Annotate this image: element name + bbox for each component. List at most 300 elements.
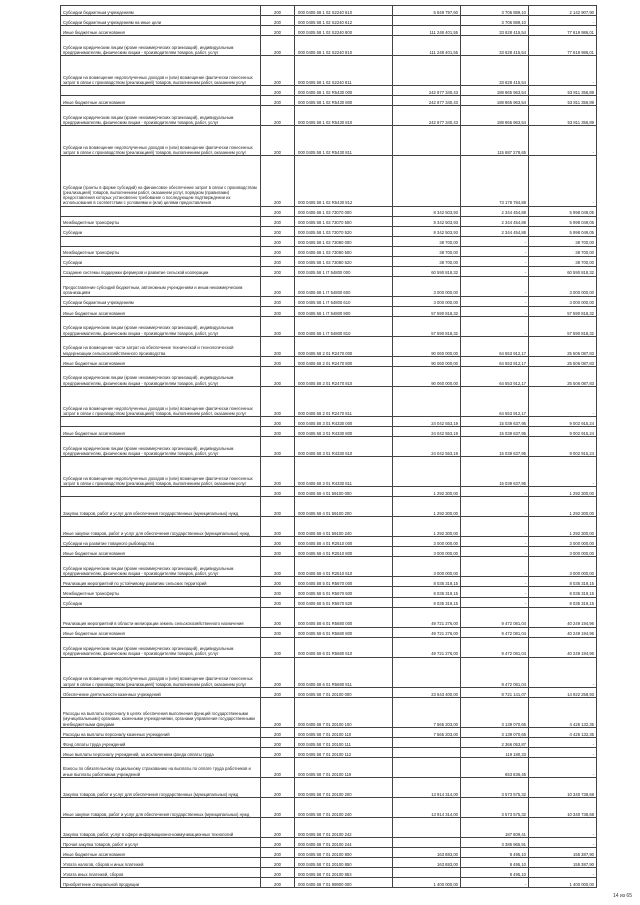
row-code-cell: 200 bbox=[261, 627, 295, 637]
table-row bbox=[61, 457, 597, 487]
remaining-amount-cell: 38 700,00 bbox=[529, 256, 597, 266]
budget-classification-cell: 000 0405 58 3 01 R4330 810 bbox=[295, 437, 393, 457]
row-name-cell: Субсидии на возмещение недополученных доходов и (или) возмещение фактически понесенных затрат в связи с производством (реализацией) товаров, выполнением работ, оказанием услуг bbox=[61, 457, 261, 487]
executed-amount-cell: - bbox=[461, 597, 529, 607]
table-row bbox=[61, 687, 597, 697]
table-row bbox=[61, 6, 597, 16]
executed-amount-cell: 9 472 081,04 bbox=[461, 637, 529, 657]
table-row bbox=[61, 848, 597, 858]
budget-classification-cell: 000 0405 58 7 01 20100 850 bbox=[295, 858, 393, 868]
row-code-cell: 200 bbox=[261, 96, 295, 106]
row-code-cell: 200 bbox=[261, 206, 295, 216]
approved-amount-cell: 8 035 319,15 bbox=[393, 587, 461, 597]
row-name-cell: Субсидии на возмещение недополученных доходов и (или) возмещение фактически понесенных затрат в связи с производством (реализацией) товаров, выполнением работ, оказанием услуг bbox=[61, 386, 261, 416]
executed-amount-cell: - bbox=[461, 517, 529, 537]
row-code-cell: 200 bbox=[261, 236, 295, 246]
row-code-cell: 200 bbox=[261, 427, 295, 437]
table-row bbox=[61, 517, 597, 537]
row-code-cell: 200 bbox=[261, 848, 295, 858]
row-code-cell: 200 bbox=[261, 687, 295, 697]
executed-amount-cell: - bbox=[461, 256, 529, 266]
executed-amount-cell: - bbox=[461, 296, 529, 306]
remaining-amount-cell: - bbox=[529, 126, 597, 156]
approved-amount-cell: 8 342 503,93 bbox=[393, 206, 461, 216]
table-row bbox=[61, 547, 597, 557]
table-row bbox=[61, 306, 597, 316]
executed-amount-cell: 2 344 454,88 bbox=[461, 226, 529, 236]
executed-amount-cell: - bbox=[461, 236, 529, 246]
page-number: 14 из 65 bbox=[613, 893, 632, 899]
executed-amount-cell: - bbox=[461, 497, 529, 517]
executed-amount-cell: - bbox=[461, 878, 529, 888]
table-row bbox=[61, 256, 597, 266]
executed-amount-cell: 64 553 912,17 bbox=[461, 336, 529, 356]
budget-classification-cell: 000 0405 58 7 01 20100 100 bbox=[295, 697, 393, 727]
remaining-amount-cell: 53 811 356,89 bbox=[529, 106, 597, 126]
row-name-cell: Межбюджетные трансферты bbox=[61, 587, 261, 597]
row-code-cell: 200 bbox=[261, 296, 295, 306]
table-row bbox=[61, 296, 597, 306]
row-code-cell: 200 bbox=[261, 878, 295, 888]
executed-amount-cell: 64 553 912,17 bbox=[461, 386, 529, 416]
executed-amount-cell: 2 344 454,88 bbox=[461, 216, 529, 226]
row-name-cell: Субсидии на возмещение недополученных доходов и (или) возмещение фактически понесенных затрат в связи с производством (реализацией) товаров, выполнением работ, оказанием услуг bbox=[61, 126, 261, 156]
table-row bbox=[61, 487, 597, 497]
table-row bbox=[61, 96, 597, 106]
table-row bbox=[61, 747, 597, 757]
executed-amount-cell: 3 573 575,32 bbox=[461, 798, 529, 818]
remaining-amount-cell: 3 000 000,00 bbox=[529, 296, 597, 306]
budget-classification-cell: 000 0405 58 5 01 R5670 520 bbox=[295, 597, 393, 607]
approved-amount-cell bbox=[393, 56, 461, 86]
table-row bbox=[61, 878, 597, 888]
executed-amount-cell: 33 628 415,54 bbox=[461, 56, 529, 86]
approved-amount-cell: 5 849 797,60 bbox=[393, 6, 461, 16]
approved-amount-cell: 13 914 314,00 bbox=[393, 798, 461, 818]
remaining-amount-cell: 2 142 907,90 bbox=[529, 6, 597, 16]
approved-amount-cell bbox=[393, 657, 461, 687]
remaining-amount-cell: 1 292 300,00 bbox=[529, 517, 597, 537]
row-name-cell: Субсидии юридическим лицам (кроме некоммерческих организаций), индивидуальным предпринимателям, физическим лицам - производителям товаров, работ, услуг bbox=[61, 366, 261, 386]
row-code-cell: 200 bbox=[261, 637, 295, 657]
row-code-cell: 200 bbox=[261, 497, 295, 517]
remaining-amount-cell: 8 035 319,15 bbox=[529, 577, 597, 587]
executed-amount-cell: - bbox=[461, 306, 529, 316]
remaining-amount-cell: 10 340 738,68 bbox=[529, 777, 597, 797]
budget-classification-cell: 000 0405 58 6 01 R5680 810 bbox=[295, 637, 393, 657]
row-name-cell: Иные выплаты персоналу учреждений, за исключением фонда оплаты труда bbox=[61, 747, 261, 757]
row-code-cell: 200 bbox=[261, 747, 295, 757]
executed-amount-cell: 188 865 963,54 bbox=[461, 96, 529, 106]
table-row bbox=[61, 236, 597, 246]
executed-amount-cell: 2 344 454,88 bbox=[461, 206, 529, 216]
table-row bbox=[61, 106, 597, 126]
remaining-amount-cell: 25 506 087,83 bbox=[529, 356, 597, 366]
row-code-cell: 200 bbox=[261, 316, 295, 336]
row-code-cell: 200 bbox=[261, 557, 295, 577]
table-row bbox=[61, 587, 597, 597]
table-row bbox=[61, 838, 597, 848]
row-code-cell: 200 bbox=[261, 818, 295, 838]
row-code-cell: 200 bbox=[261, 757, 295, 777]
budget-classification-cell: 000 0405 58 1 02 S2240 612 bbox=[295, 16, 393, 26]
budget-classification-cell: 000 0405 58 1 02 S2240 810 bbox=[295, 36, 393, 56]
budget-classification-cell: 000 0405 58 1 02 R5430 800 bbox=[295, 96, 393, 106]
approved-amount-cell: 3 000 000,00 bbox=[393, 547, 461, 557]
remaining-amount-cell: 40 249 194,96 bbox=[529, 607, 597, 627]
remaining-amount-cell: 155 387,90 bbox=[529, 848, 597, 858]
approved-amount-cell bbox=[393, 16, 461, 26]
executed-amount-cell: 33 628 415,54 bbox=[461, 36, 529, 56]
approved-amount-cell: 38 700,00 bbox=[393, 256, 461, 266]
row-code-cell: 200 bbox=[261, 777, 295, 797]
table-row bbox=[61, 427, 597, 437]
executed-amount-cell: 3 706 889,10 bbox=[461, 6, 529, 16]
approved-amount-cell: 90 060 000,00 bbox=[393, 356, 461, 366]
remaining-amount-cell: - bbox=[529, 386, 597, 416]
row-name-cell bbox=[61, 417, 261, 427]
executed-amount-cell: - bbox=[461, 266, 529, 276]
row-name-cell: Иные бюджетные ассигнования bbox=[61, 848, 261, 858]
row-name-cell: Субсидии bbox=[61, 256, 261, 266]
budget-classification-cell: 000 0405 58 7 01 20100 242 bbox=[295, 818, 393, 838]
remaining-amount-cell: - bbox=[529, 747, 597, 757]
row-code-cell: 200 bbox=[261, 26, 295, 36]
row-code-cell: 200 bbox=[261, 437, 295, 457]
approved-amount-cell: 8 342 503,93 bbox=[393, 226, 461, 236]
approved-amount-cell: 1 292 300,00 bbox=[393, 517, 461, 537]
table-row bbox=[61, 727, 597, 737]
table-row bbox=[61, 557, 597, 577]
executed-amount-cell: 8 721 141,07 bbox=[461, 687, 529, 697]
row-code-cell: 200 bbox=[261, 607, 295, 627]
table-row bbox=[61, 86, 597, 96]
budget-classification-cell: 000 0405 58 2 01 R2470 800 bbox=[295, 356, 393, 366]
executed-amount-cell: 9 472 081,04 bbox=[461, 657, 529, 687]
table-row bbox=[61, 497, 597, 517]
executed-amount-cell: 187 609,41 bbox=[461, 818, 529, 838]
budget-classification-cell: 000 0405 58 1 I7 54800 600 bbox=[295, 276, 393, 296]
row-name-cell: Фонд оплаты труда учреждений bbox=[61, 737, 261, 747]
row-name-cell: Иные бюджетные ассигнования bbox=[61, 26, 261, 36]
row-code-cell: 200 bbox=[261, 266, 295, 276]
table-row bbox=[61, 156, 597, 206]
row-name-cell: Субсидии юридическим лицам (кроме некоммерческих организаций), индивидуальным предпринимателям, физическим лицам - производителям товаров, работ, услуг bbox=[61, 316, 261, 336]
row-code-cell: 200 bbox=[261, 6, 295, 16]
row-name-cell: Иные бюджетные ассигнования bbox=[61, 627, 261, 637]
approved-amount-cell: 8 035 319,15 bbox=[393, 597, 461, 607]
budget-classification-cell: 000 0405 58 1 I7 54800 800 bbox=[295, 306, 393, 316]
approved-amount-cell: 163 883,00 bbox=[393, 858, 461, 868]
budget-classification-cell: 000 0405 58 4 01 59100 240 bbox=[295, 517, 393, 537]
row-name-cell: Иные бюджетные ассигнования bbox=[61, 356, 261, 366]
row-name-cell bbox=[61, 236, 261, 246]
row-name-cell: Иные бюджетные ассигнования bbox=[61, 427, 261, 437]
approved-amount-cell: 242 677 340,43 bbox=[393, 96, 461, 106]
row-code-cell: 200 bbox=[261, 216, 295, 226]
approved-amount-cell bbox=[393, 747, 461, 757]
remaining-amount-cell: 57 590 818,32 bbox=[529, 316, 597, 336]
row-code-cell: 200 bbox=[261, 56, 295, 86]
remaining-amount-cell: 77 619 986,01 bbox=[529, 36, 597, 56]
approved-amount-cell: 163 883,00 bbox=[393, 848, 461, 858]
row-code-cell: 200 bbox=[261, 386, 295, 416]
budget-classification-cell: 000 0405 58 1 03 73070 000 bbox=[295, 206, 393, 216]
approved-amount-cell: 242 677 340,43 bbox=[393, 86, 461, 96]
remaining-amount-cell: - bbox=[529, 156, 597, 206]
approved-amount-cell: 111 248 401,55 bbox=[393, 26, 461, 36]
row-name-cell: Иные закупки товаров, работ и услуг для обеспечения государственных (муниципальных) нужд bbox=[61, 517, 261, 537]
remaining-amount-cell: 3 000 000,00 bbox=[529, 537, 597, 547]
row-code-cell: 200 bbox=[261, 587, 295, 597]
row-name-cell: Субсидии юридическим лицам (кроме некоммерческих организаций), индивидуальным предпринимателям, физическим лицам - производителям товаров, работ, услуг bbox=[61, 106, 261, 126]
budget-classification-cell: 000 0405 58 4 01 59100 200 bbox=[295, 497, 393, 517]
row-code-cell: 200 bbox=[261, 336, 295, 356]
executed-amount-cell: 15 039 637,95 bbox=[461, 427, 529, 437]
approved-amount-cell: 8 035 319,15 bbox=[393, 577, 461, 587]
remaining-amount-cell: 14 922 258,93 bbox=[529, 687, 597, 697]
row-code-cell: 200 bbox=[261, 487, 295, 497]
approved-amount-cell: 90 060 000,00 bbox=[393, 336, 461, 356]
approved-amount-cell: 1 400 000,00 bbox=[393, 878, 461, 888]
executed-amount-cell: 15 039 637,95 bbox=[461, 457, 529, 487]
remaining-amount-cell: 40 249 194,96 bbox=[529, 637, 597, 657]
approved-amount-cell bbox=[393, 868, 461, 878]
table-row bbox=[61, 16, 597, 26]
row-code-cell: 200 bbox=[261, 356, 295, 366]
table-row bbox=[61, 858, 597, 868]
table-row bbox=[61, 437, 597, 457]
row-name-cell: Создание системы поддержки фермеров и развитие сельской кооперации bbox=[61, 266, 261, 276]
remaining-amount-cell: 3 000 000,00 bbox=[529, 557, 597, 577]
executed-amount-cell: - bbox=[461, 246, 529, 256]
row-name-cell: Приобретение специальной продукции bbox=[61, 878, 261, 888]
approved-amount-cell: 90 060 000,00 bbox=[393, 366, 461, 386]
executed-amount-cell: 119 180,33 bbox=[461, 747, 529, 757]
budget-classification-cell: 000 0405 58 1 03 73080 000 bbox=[295, 236, 393, 246]
row-name-cell: Субсидии бюджетным учреждениям на иные цели bbox=[61, 16, 261, 26]
row-name-cell: Субсидии на развитие товарного рыбоводства bbox=[61, 537, 261, 547]
executed-amount-cell: 33 628 415,54 bbox=[461, 26, 529, 36]
approved-amount-cell: 24 042 553,19 bbox=[393, 417, 461, 427]
remaining-amount-cell: - bbox=[529, 657, 597, 687]
executed-amount-cell: 188 865 963,54 bbox=[461, 86, 529, 96]
row-name-cell: Субсидии bbox=[61, 226, 261, 236]
row-name-cell bbox=[61, 86, 261, 96]
row-code-cell: 200 bbox=[261, 126, 295, 156]
row-name-cell: Уплата налогов, сборов и иных платежей bbox=[61, 858, 261, 868]
row-name-cell: Реализация мероприятий в области мелиорации земель сельскохозяйственного назначения bbox=[61, 607, 261, 627]
row-name-cell: Иные бюджетные ассигнования bbox=[61, 306, 261, 316]
approved-amount-cell: 24 042 553,19 bbox=[393, 427, 461, 437]
remaining-amount-cell: - bbox=[529, 757, 597, 777]
row-code-cell: 200 bbox=[261, 858, 295, 868]
executed-amount-cell: 9 472 081,04 bbox=[461, 627, 529, 637]
row-code-cell: 200 bbox=[261, 697, 295, 727]
budget-classification-cell: 000 0405 58 2 01 R2470 000 bbox=[295, 336, 393, 356]
remaining-amount-cell: 40 249 194,96 bbox=[529, 627, 597, 637]
executed-amount-cell: 8 495,10 bbox=[461, 858, 529, 868]
budget-execution-table bbox=[60, 5, 597, 888]
approved-amount-cell bbox=[393, 457, 461, 487]
table-row bbox=[61, 798, 597, 818]
budget-classification-cell: 000 0405 58 7 01 20100 000 bbox=[295, 687, 393, 697]
approved-amount-cell bbox=[393, 757, 461, 777]
budget-classification-cell: 000 0405 58 7 01 20100 200 bbox=[295, 777, 393, 797]
row-name-cell: Взносы по обязательному социальному страхованию на выплаты по оплате труда работников и иные выплаты работникам учреждений bbox=[61, 757, 261, 777]
row-name-cell: Субсидии юридическим лицам (кроме некоммерческих организаций), индивидуальным предпринимателям, физическим лицам - производителям товаров, работ, услуг bbox=[61, 557, 261, 577]
approved-amount-cell: 7 565 203,00 bbox=[393, 697, 461, 727]
budget-classification-cell: 000 0405 58 4 01 R2510 810 bbox=[295, 557, 393, 577]
executed-amount-cell: - bbox=[461, 537, 529, 547]
row-code-cell: 200 bbox=[261, 256, 295, 266]
table-row bbox=[61, 26, 597, 36]
approved-amount-cell: 49 721 276,00 bbox=[393, 637, 461, 657]
remaining-amount-cell: 57 590 818,32 bbox=[529, 306, 597, 316]
table-row bbox=[61, 336, 597, 356]
row-code-cell: 200 bbox=[261, 868, 295, 878]
row-name-cell bbox=[61, 206, 261, 216]
approved-amount-cell: 57 590 818,32 bbox=[393, 306, 461, 316]
table-row bbox=[61, 356, 597, 366]
table-row bbox=[61, 818, 597, 838]
budget-classification-cell: 000 0405 58 1 03 73070 520 bbox=[295, 226, 393, 236]
budget-classification-cell: 000 0405 58 1 02 R5430 811 bbox=[295, 126, 393, 156]
approved-amount-cell: 49 721 276,00 bbox=[393, 607, 461, 627]
remaining-amount-cell: 155 387,90 bbox=[529, 858, 597, 868]
executed-amount-cell: 188 865 963,54 bbox=[461, 106, 529, 126]
executed-amount-cell: - bbox=[461, 547, 529, 557]
budget-classification-cell: 000 0405 58 7 01 20100 800 bbox=[295, 848, 393, 858]
table-row bbox=[61, 697, 597, 727]
executed-amount-cell: 3 385 965,91 bbox=[461, 838, 529, 848]
table-row bbox=[61, 627, 597, 637]
executed-amount-cell: 653 836,45 bbox=[461, 757, 529, 777]
budget-classification-cell: 000 0405 58 3 01 R4330 800 bbox=[295, 427, 393, 437]
remaining-amount-cell: 38 700,00 bbox=[529, 236, 597, 246]
approved-amount-cell: 49 721 276,00 bbox=[393, 627, 461, 637]
row-code-cell: 200 bbox=[261, 838, 295, 848]
approved-amount-cell: 60 590 818,32 bbox=[393, 266, 461, 276]
table-row bbox=[61, 126, 597, 156]
row-name-cell: Реализация мероприятий по устойчивому развитию сельских территорий bbox=[61, 577, 261, 587]
budget-classification-cell: 000 0405 58 4 01 R2510 800 bbox=[295, 547, 393, 557]
remaining-amount-cell: 8 035 319,15 bbox=[529, 597, 597, 607]
remaining-amount-cell: 60 590 818,32 bbox=[529, 266, 597, 276]
approved-amount-cell: 38 700,00 bbox=[393, 236, 461, 246]
approved-amount-cell: 1 292 300,00 bbox=[393, 487, 461, 497]
executed-amount-cell: 8 495,10 bbox=[461, 848, 529, 858]
row-name-cell: Иные закупки товаров, работ и услуг для обеспечения государственных (муниципальных) нужд bbox=[61, 798, 261, 818]
approved-amount-cell: 38 700,00 bbox=[393, 246, 461, 256]
row-name-cell: Субсидии бюджетным учреждениям bbox=[61, 296, 261, 306]
row-name-cell: Субсидии на возмещение недополученных доходов и (или) возмещение фактически понесенных затрат в связи с производством (реализацией) товаров, выполнением работ, оказанием услуг bbox=[61, 56, 261, 86]
budget-classification-cell: 000 0405 58 1 02 R5430 000 bbox=[295, 86, 393, 96]
remaining-amount-cell: 25 506 087,83 bbox=[529, 366, 597, 386]
approved-amount-cell: 242 677 340,43 bbox=[393, 106, 461, 126]
row-code-cell: 200 bbox=[261, 457, 295, 487]
executed-amount-cell: - bbox=[461, 276, 529, 296]
row-name-cell: Расходы на выплаты персоналу в целях обеспечения выполнения функций государственными (муниципальными) органами, казенными учреждениями, органами управления государственными внебюджетными фондами bbox=[61, 697, 261, 727]
remaining-amount-cell: - bbox=[529, 16, 597, 26]
approved-amount-cell: 3 000 000,00 bbox=[393, 296, 461, 306]
row-code-cell: 200 bbox=[261, 106, 295, 126]
budget-classification-cell: 000 0405 58 4 01 R2510 000 bbox=[295, 537, 393, 547]
approved-amount-cell: 57 590 818,32 bbox=[393, 316, 461, 336]
row-name-cell: Закупка товаров, работ и услуг для обеспечения государственных (муниципальных) нужд bbox=[61, 497, 261, 517]
executed-amount-cell: - bbox=[461, 587, 529, 597]
row-code-cell: 200 bbox=[261, 276, 295, 296]
executed-amount-cell: 3 139 070,65 bbox=[461, 727, 529, 737]
budget-classification-cell: 000 0405 58 7 01 20100 111 bbox=[295, 737, 393, 747]
remaining-amount-cell: 8 035 319,15 bbox=[529, 587, 597, 597]
executed-amount-cell: - bbox=[461, 316, 529, 336]
row-code-cell: 200 bbox=[261, 246, 295, 256]
row-name-cell: Межбюджетные трансферты bbox=[61, 216, 261, 226]
row-name-cell: Межбюджетные трансферты bbox=[61, 246, 261, 256]
budget-classification-cell: 000 0405 58 3 01 R4330 000 bbox=[295, 417, 393, 427]
row-code-cell: 200 bbox=[261, 537, 295, 547]
row-name-cell: Уплата иных платежей, сборов bbox=[61, 868, 261, 878]
row-name-cell: Субсидии на возмещение недополученных доходов и (или) возмещение фактически понесенных затрат в связи с производством (реализацией) товаров, выполнением работ, оказанием услуг bbox=[61, 657, 261, 687]
executed-amount-cell: 73 178 784,88 bbox=[461, 156, 529, 206]
remaining-amount-cell: - bbox=[529, 457, 597, 487]
row-code-cell: 200 bbox=[261, 156, 295, 206]
budget-classification-cell: 000 0405 58 3 01 R4330 811 bbox=[295, 457, 393, 487]
table-row bbox=[61, 216, 597, 226]
remaining-amount-cell: 3 000 000,00 bbox=[529, 276, 597, 296]
executed-amount-cell: 15 039 637,95 bbox=[461, 417, 529, 427]
table-row bbox=[61, 417, 597, 427]
row-code-cell: 200 bbox=[261, 727, 295, 737]
table-row bbox=[61, 597, 597, 607]
row-code-cell: 200 bbox=[261, 226, 295, 236]
budget-classification-cell: 000 0405 58 4 01 59100 000 bbox=[295, 487, 393, 497]
budget-classification-cell: 000 0405 58 1 02 S2240 610 bbox=[295, 6, 393, 16]
row-code-cell: 200 bbox=[261, 737, 295, 747]
remaining-amount-cell: 3 000 000,00 bbox=[529, 547, 597, 557]
executed-amount-cell: 3 706 889,10 bbox=[461, 16, 529, 26]
row-name-cell: Закупка товаров, работ, услуг в сфере информационно-коммуникационных технологий bbox=[61, 818, 261, 838]
remaining-amount-cell: - bbox=[529, 818, 597, 838]
approved-amount-cell bbox=[393, 737, 461, 747]
approved-amount-cell: 3 000 000,00 bbox=[393, 276, 461, 296]
table-row bbox=[61, 226, 597, 236]
row-name-cell: Закупка товаров, работ и услуг для обеспечения государственных (муниципальных) нужд bbox=[61, 777, 261, 797]
row-name-cell: Субсидии бюджетным учреждениям bbox=[61, 6, 261, 16]
row-code-cell: 200 bbox=[261, 517, 295, 537]
table-row bbox=[61, 607, 597, 627]
budget-classification-cell: 000 0405 58 1 I7 54800 810 bbox=[295, 316, 393, 336]
budget-classification-cell: 000 0405 58 2 01 R2470 810 bbox=[295, 366, 393, 386]
remaining-amount-cell: 5 998 049,05 bbox=[529, 206, 597, 216]
budget-classification-cell: 000 0405 58 5 01 R5670 000 bbox=[295, 577, 393, 587]
approved-amount-cell: 3 000 000,00 bbox=[393, 537, 461, 547]
budget-classification-cell: 000 0405 58 1 02 S2240 800 bbox=[295, 26, 393, 36]
row-name-cell: Предоставление субсидий бюджетным, автономным учреждениям и иным некоммерческим организациям bbox=[61, 276, 261, 296]
approved-amount-cell: 23 643 400,00 bbox=[393, 687, 461, 697]
approved-amount-cell: 111 248 401,55 bbox=[393, 36, 461, 56]
table-row bbox=[61, 868, 597, 878]
row-name-cell: Субсидии (гранты в форме субсидий) на финансовое обеспечение затрат в связи с производством (реализацией) товаров, выполнением работ, оказанием услуг, порядком (правилами) предоставления которых установлено требование о последующем подтверждении их использования в соответствии с условиями и (или) целями предоставления bbox=[61, 156, 261, 206]
budget-classification-cell: 000 0405 58 7 01 99900 000 bbox=[295, 878, 393, 888]
executed-amount-cell: 8 495,10 bbox=[461, 868, 529, 878]
remaining-amount-cell: 4 426 132,35 bbox=[529, 727, 597, 737]
remaining-amount-cell: 10 340 738,68 bbox=[529, 798, 597, 818]
remaining-amount-cell: 5 998 049,05 bbox=[529, 216, 597, 226]
remaining-amount-cell: 1 400 000,00 bbox=[529, 878, 597, 888]
approved-amount-cell bbox=[393, 156, 461, 206]
